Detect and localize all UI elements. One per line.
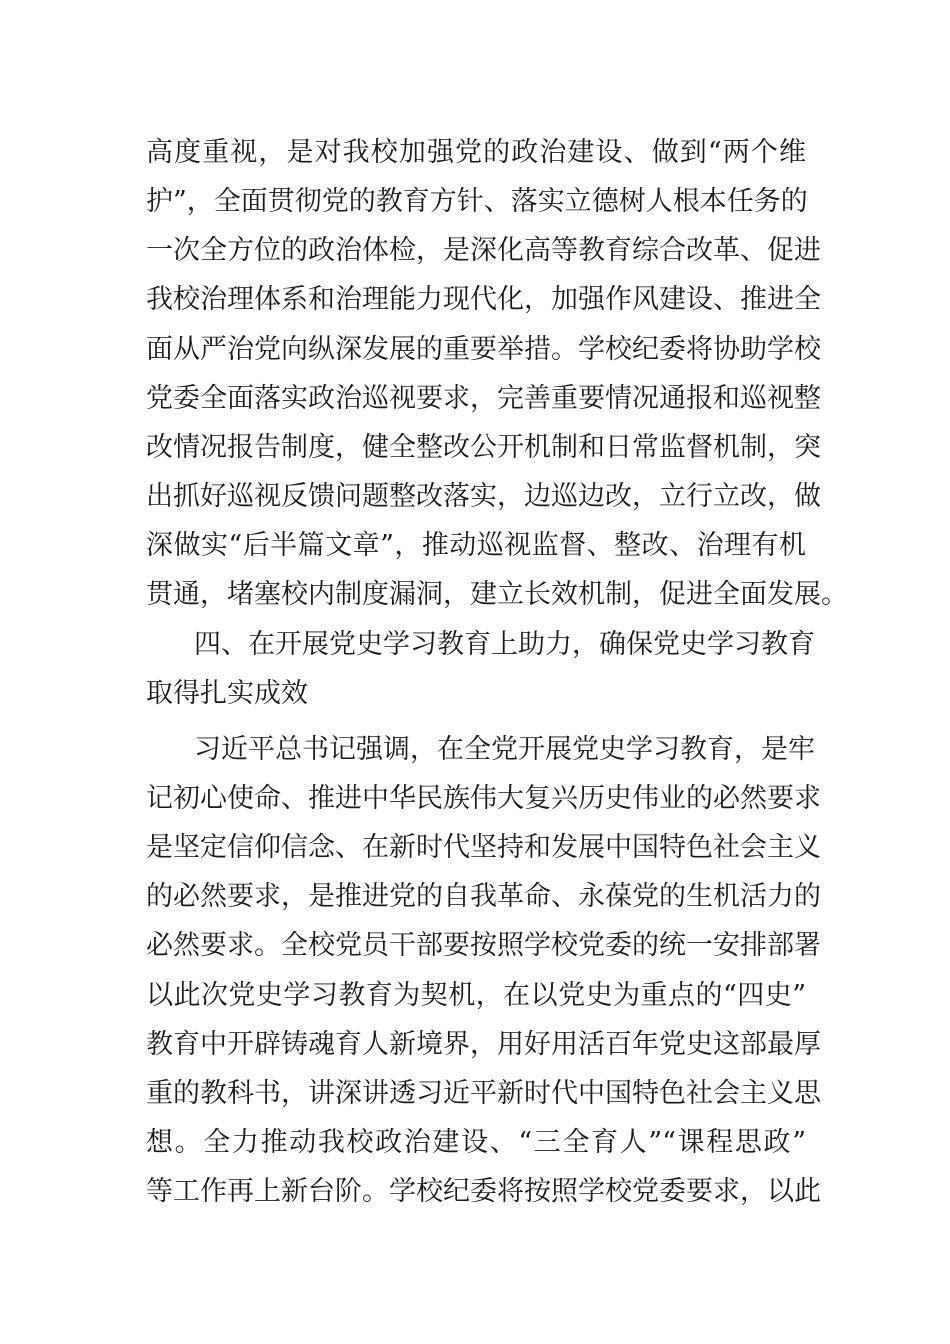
- paragraph-line: 记初心使命、推进中华民族伟大复兴历史伟业的必然要求: [146, 783, 821, 814]
- paragraph-line: 等工作再上新台阶。学校纪委将按照学校党委要求，以此: [146, 1176, 821, 1207]
- paragraph-line: 一次全方位的政治体检，是深化高等教育综合改革、促进: [146, 235, 821, 266]
- section-heading-line: 四、在开展党史学习教育上助力，确保党史学习教育: [194, 629, 815, 660]
- paragraph-line: 深做实“后半篇文章”，推动巡视监督、整改、治理有机: [146, 530, 806, 561]
- paragraph-line: 我校治理体系和治理能力现代化，加强作风建设、推进全: [146, 284, 821, 315]
- paragraph-line: 高度重视，是对我校加强党的政治建设、做到“两个维: [146, 137, 806, 168]
- paragraph-line: 改情况报告制度，健全整改公开机制和日常监督机制，突: [146, 432, 821, 463]
- paragraph-line: 教育中开辟铸魂育人新境界，用好用活百年党史这部最厚: [146, 1029, 821, 1060]
- paragraph-line: 护”，全面贯彻党的教育方针、落实立德树人根本任务的: [146, 186, 808, 217]
- paragraph-line: 的必然要求，是推进党的自我革命、永葆党的生机活力的: [146, 881, 821, 912]
- paragraph-line: 以此次党史学习教育为契机，在以党史为重点的“四史”: [146, 980, 806, 1011]
- paragraph-line: 出抓好巡视反馈问题整改落实，边巡边改，立行立改，做: [146, 481, 821, 512]
- paragraph-line: 是坚定信仰信念、在新时代坚持和发展中国特色社会主义: [146, 832, 821, 863]
- paragraph-line: 习近平总书记强调，在全党开展党史学习教育，是牢: [194, 734, 815, 765]
- paragraph-line: 重的教科书，讲深讲透习近平新时代中国特色社会主义思: [146, 1078, 821, 1109]
- paragraph-line: 党委全面落实政治巡视要求，完善重要情况通报和巡视整: [146, 383, 821, 414]
- paragraph-line: 贯通，堵塞校内制度漏洞，建立长效机制，促进全面发展。: [146, 579, 848, 610]
- paragraph-line: 想。全力推动我校政治建设、“三全育人”“课程思政”: [146, 1127, 806, 1158]
- paragraph-line: 面从严治党向纵深发展的重要举措。学校纪委将协助学校: [146, 334, 821, 365]
- section-heading-line: 取得扎实成效: [146, 678, 308, 709]
- paragraph-line: 必然要求。全校党员干部要按照学校党委的统一安排部署: [146, 930, 821, 961]
